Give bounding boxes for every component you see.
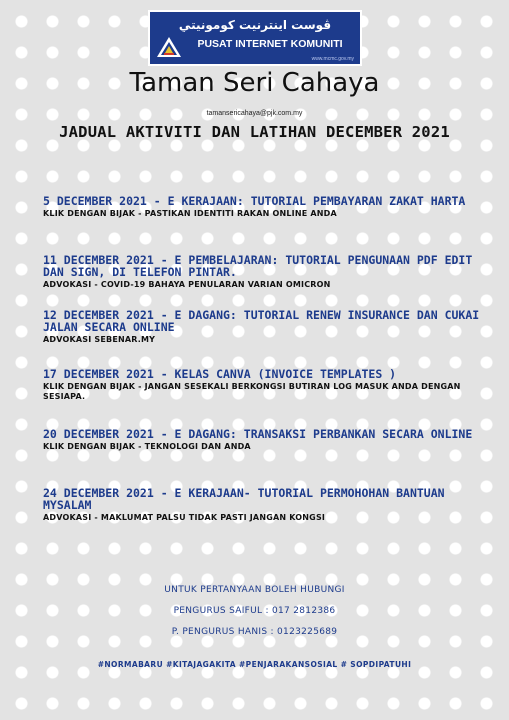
place-title: Taman Seri Cahaya (129, 68, 380, 98)
activity-item (43, 195, 485, 219)
contact-manager: PENGURUS SAIFUL : 017 2812386 (173, 606, 336, 616)
schedule-heading: JADUAL AKTIVITI DAN LATIHAN DECEMBER 2021 (59, 123, 450, 141)
email-address: tamansericahaya@pjk.com.my (206, 110, 303, 117)
activity-note: KLIK DENGAN BIJAK - PASTIKAN IDENTITI RAKAN ONLINE ANDA (43, 209, 337, 218)
activity-item (43, 309, 485, 345)
contact-heading: UNTUK PERTANYAAN BOLEH HUBUNGI (164, 585, 345, 595)
activity-item (43, 368, 485, 402)
activity-note: ADVOKASI SEBENAR.MY (43, 335, 156, 344)
contact-assistant-manager: P. PENGURUS HANIS : 0123225689 (171, 627, 338, 637)
logo-mark-icon (156, 36, 182, 58)
activity-note: ADVOKASI - MAKLUMAT PALSU TIDAK PASTI JANGAN KONGSI (43, 513, 326, 522)
logo-name: PUSAT INTERNET KOMUNITI (197, 38, 343, 50)
activity-note: KLIK DENGAN BIJAK - JANGAN SESEKALI BERKONGSI BUTIRAN LOG MASUK ANDA DENGAN SESIAPA. (43, 382, 461, 401)
activity-title: 12 DECEMBER 2021 - E DAGANG: TUTORIAL RENEW INSURANCE DAN CUKAI JALAN SECARA ONLINE (43, 308, 480, 334)
activity-title: 5 DECEMBER 2021 - E KERAJAAN: TUTORIAL PEMBAYARAN ZAKAT HARTA (43, 194, 466, 208)
activity-title: 24 DECEMBER 2021 - E KERAJAAN- TUTORIAL PERMOHOHAN BANTUAN MYSALAM (43, 486, 445, 512)
logo-jawi-text: ڤوست اينترنيت كومونيتي (178, 18, 332, 32)
activity-item (43, 428, 485, 452)
activity-title: 17 DECEMBER 2021 - KELAS CANVA (INVOICE TEMPLATES ) (43, 367, 397, 381)
activity-item (43, 254, 485, 290)
logo-url: www.mcmc.gov.my (311, 56, 354, 62)
activity-item (43, 487, 485, 523)
activity-title: 11 DECEMBER 2021 - E PEMBELAJARAN: TUTORIAL PENGUNAAN PDF EDIT DAN SIGN, DI TELEFON PINTAR. (43, 253, 473, 279)
activity-note: ADVOKASI - COVID-19 BAHAYA PENULARAN VARIAN OMICRON (43, 280, 331, 289)
activity-title: 20 DECEMBER 2021 - E DAGANG: TRANSAKSI PERBANKAN SECARA ONLINE (43, 427, 473, 441)
pik-logo (148, 10, 362, 66)
activity-note: KLIK DENGAN BIJAK - TEKNOLOGI DAN ANDA (43, 442, 251, 451)
hashtags: #NORMABARU #KITAJAGAKITA #PENJARAKANSOSIAL # SOPDIPATUHI (97, 660, 412, 669)
